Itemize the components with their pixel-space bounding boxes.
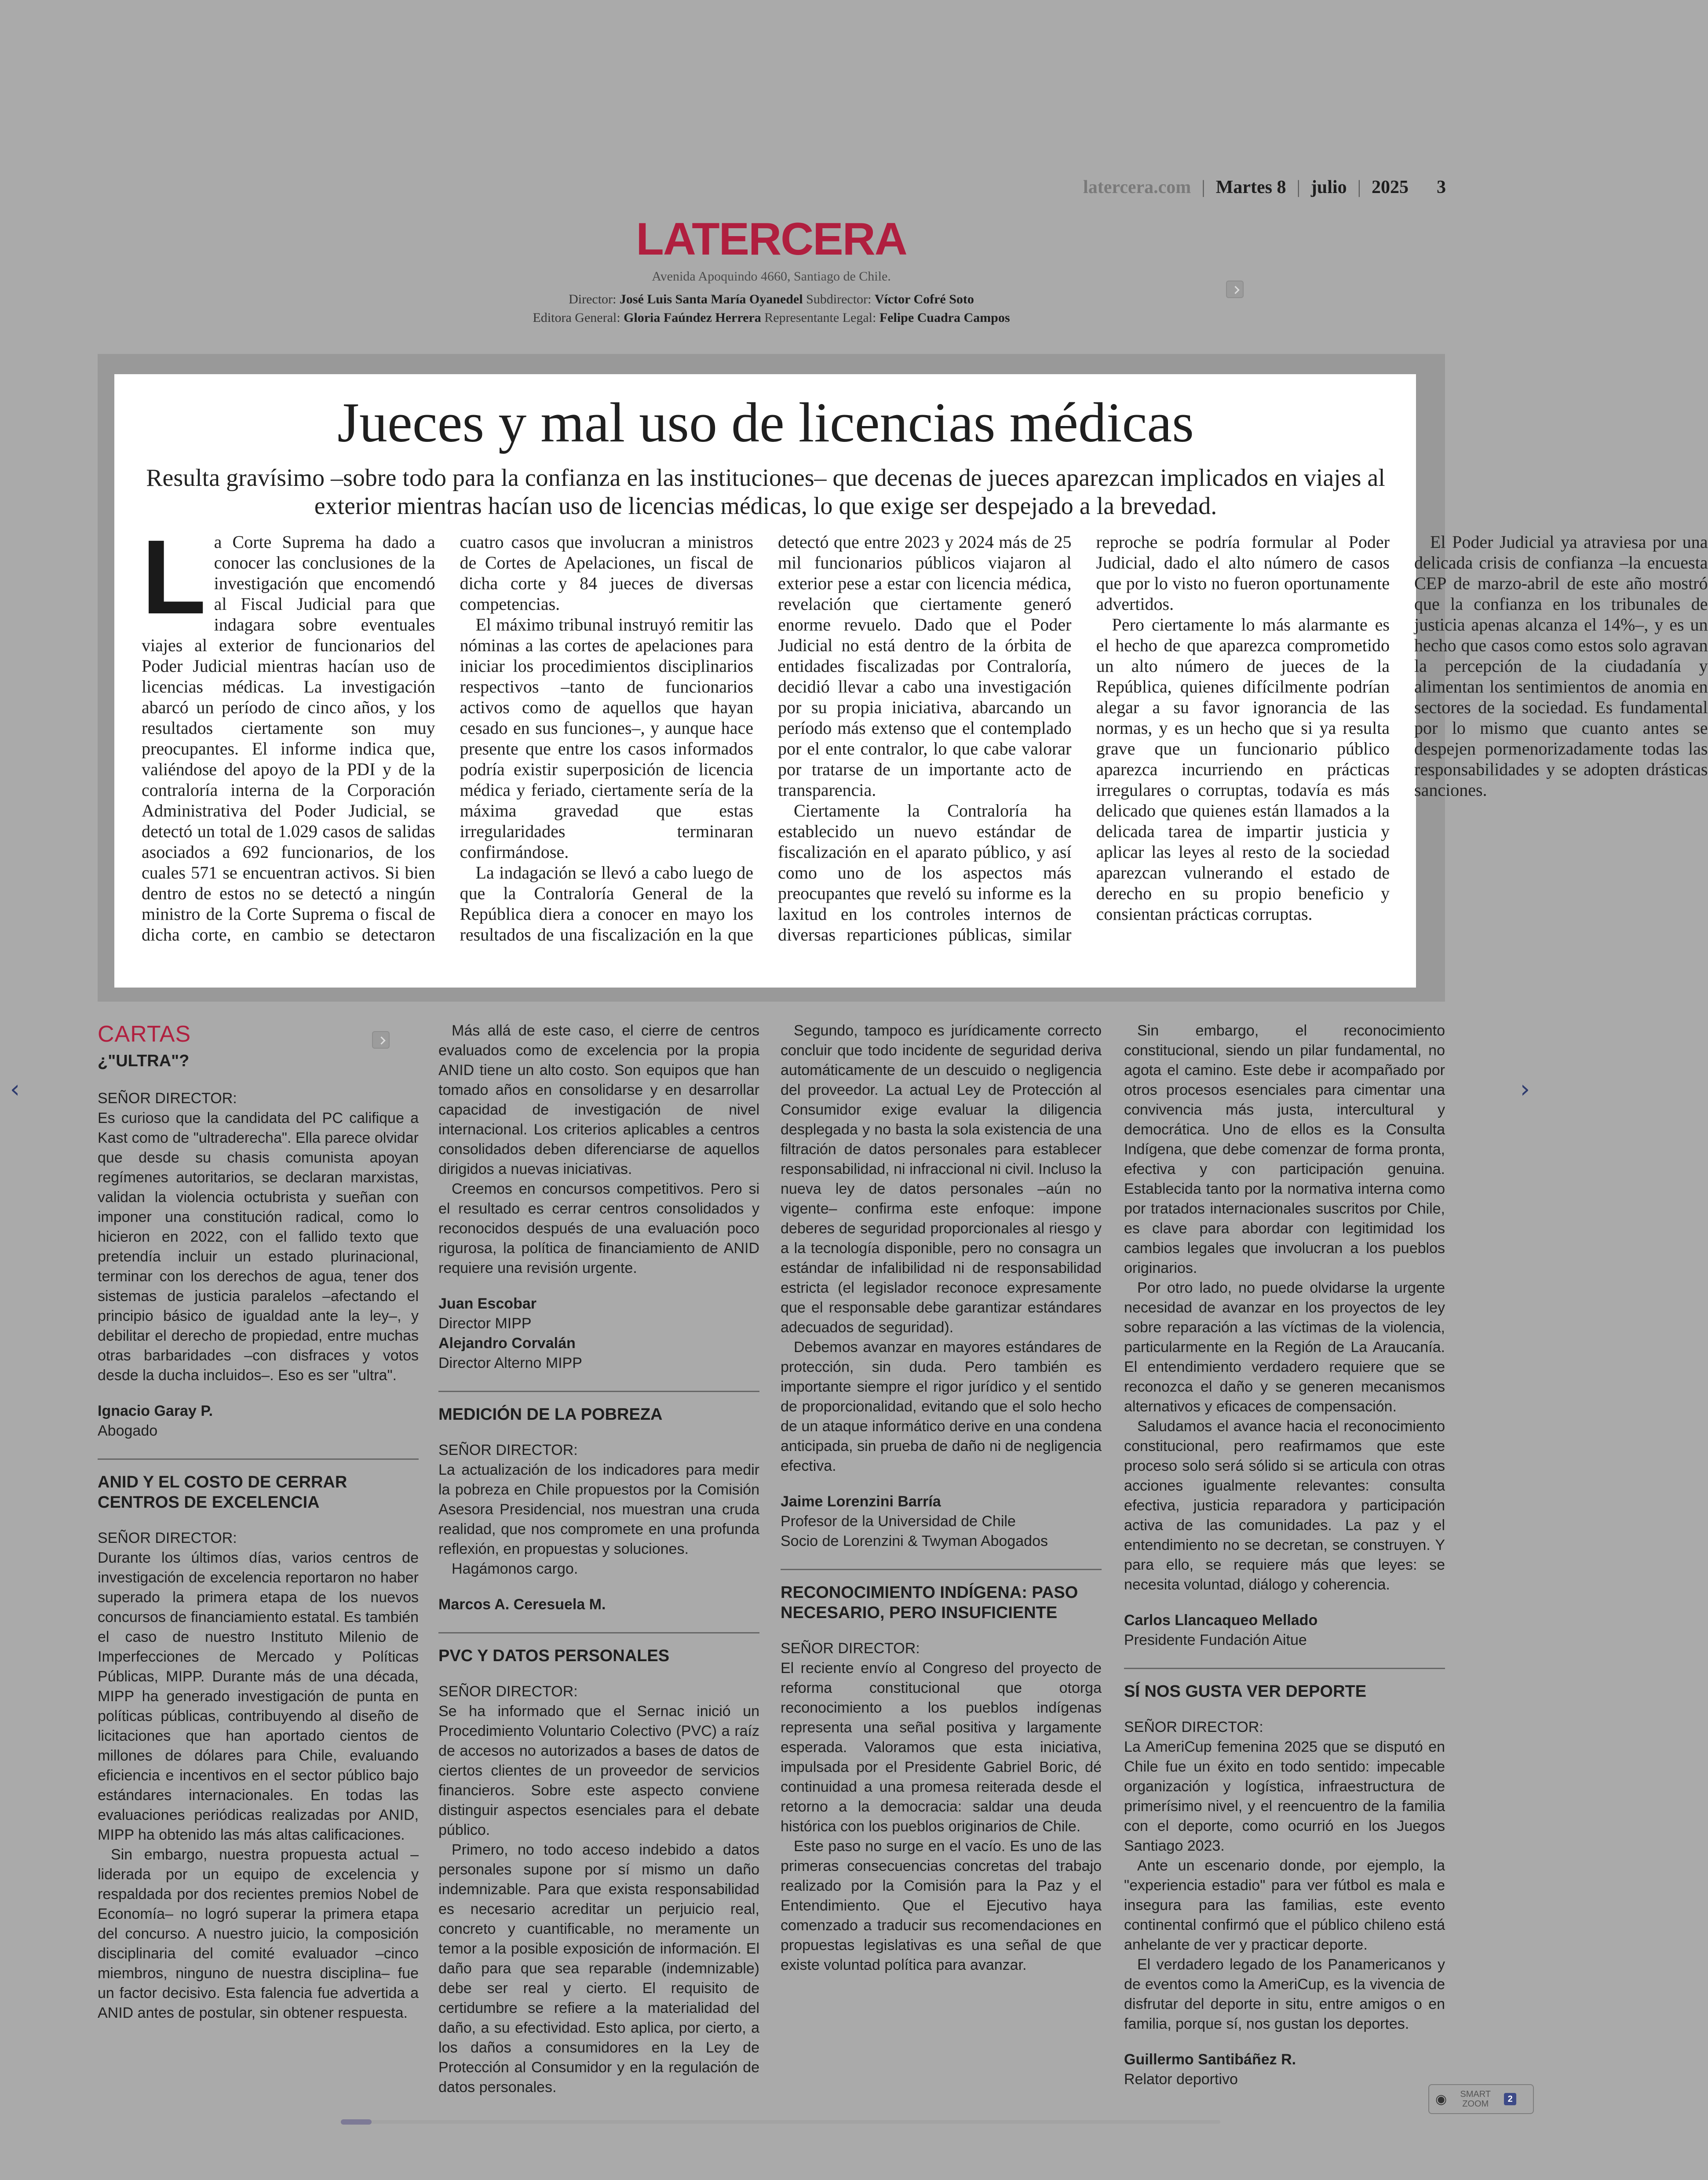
- page-scroll-track[interactable]: [341, 2120, 1220, 2124]
- director-name: José Luis Santa María Oyanedel: [619, 292, 803, 306]
- letter-paragraph: La actualización de los indicadores para medir la pobreza en Chile propuestos por la Comisión Asesora Presidencial, nos muestran una cruda realidad, que nos compromete en una profunda reflexión, en propuestas y soluciones.: [438, 1462, 759, 1557]
- letter-paragraph: Este paso no surge en el vacío. Es uno de las primeras consecuencias concretas del trabajo realizado por la Comisión para la Paz y el Entendimiento. Que el Ejecutivo haya comenzado a traducir sus recomendaciones en propuestas legislativas es una señal de que existe voluntad política para avanzar.: [781, 1838, 1102, 1973]
- letter-paragraph: Sin embargo, el reconocimiento constitucional, siendo un pilar fundamental, no agota el camino. Este debe ir acompañado por otros procesos esenciales para cimentar una convivencia más justa, intercultural y democrática. Uno de ellos es la Consulta Indígena, que debe comenzar de forma pronta, efectiva y con participación genuina. Establecida tanto por la normativa interna como por tratados internacionales suscritos por Chile, es clave para abordar con legitimidad los cambios legales que involucran a los pueblos originarios.: [1124, 1022, 1445, 1276]
- letter-title: ¿"ULTRA"?: [98, 1052, 190, 1070]
- letter-signer: Guillermo Santibáñez R.: [1124, 2051, 1296, 2068]
- letter-salutation: SEÑOR DIRECTOR:: [438, 1442, 578, 1458]
- subdirector-name: Víctor Cofré Soto: [874, 292, 974, 306]
- letter-title: PVC Y DATOS PERSONALES: [438, 1647, 670, 1665]
- folio-separator: |: [1201, 177, 1205, 197]
- subdirector-label: Subdirector:: [806, 292, 872, 306]
- letters-column-1: [98, 1021, 419, 2023]
- letter-paragraph: Por otro lado, no puede olvidarse la urgente necesidad de avanzar en los proyectos de ley sobre reparación a las víctimas de la violencia, particularmente en la Región de La Araucanía. El entendimiento verdadero requiere que se reconozca el daño y se generen mecanismos alternativos y eficaces de compensación.: [1124, 1280, 1445, 1415]
- folio-separator: |: [1296, 177, 1300, 197]
- letter-paragraph: Sin embargo, nuestra propuesta actual –liderada por un equipo de excelencia y respaldada por dos recientes premios Nobel de Economía– no logró superar la primera etapa del concurso. A nuestro juicio, la composición disciplinaria del comité evaluador –cinco miembros, ninguno de nuestra disciplina– fue un factor decisivo. Esta falencia fue advertida a ANID antes de postular, sin obtener respuesta.: [98, 1846, 419, 2021]
- letter-signer: Alejandro Corvalán: [438, 1335, 576, 1352]
- editora-name: Gloria Faúndez Herrera: [624, 310, 761, 325]
- editorial-paragraph: Pero ciertamente lo más alarmante es el hecho de que aparezca comprometido un alto número de jueces de la República, quienes difícilmente podrían alegar a su favor ignorancia de las normas, y es un hecho que si ya resulta grave que un funcionario público aparezca incurriendo en prácticas irregulares o corruptas, todavía es más delicado que quienes están llamados a la delicada tarea de impartir justicia y aplicar las leyes al resto de la sociedad aparezcan vulnerando el estado de derecho en su propio beneficio y consientan prácticas corruptas.: [1096, 615, 1390, 924]
- day-text: 8: [1277, 177, 1286, 197]
- drop-cap: L: [142, 518, 206, 636]
- expand-letters-icon[interactable]: [372, 1031, 390, 1049]
- expand-article-icon[interactable]: [1226, 281, 1244, 298]
- editorial-card: [114, 374, 1708, 988]
- masthead-staff-line-2: [0, 310, 1543, 325]
- letter-paragraph: Creemos en concursos competitivos. Pero si el resultado es cerrar centros consolidados y reconocidos después de una evaluación poco rigurosa, la política de financiamiento de ANID requiere una revisión urgente.: [438, 1181, 759, 1276]
- letter-signer-role: Socio de Lorenzini & Twyman Abogados: [781, 1533, 1048, 1549]
- page-scroll-thumb[interactable]: [341, 2119, 372, 2125]
- editorial-paragraph: El máximo tribunal instruyó remitir las nóminas a las cortes de apelaciones para iniciar los procedimientos disciplinarios respectivos –tanto de funcionarios activos como de aquellos que hayan cesado en sus funciones–, y aunque hace presente que entre los casos informados podría existir superposición de licencia médica y feriado, ciertamente sería de la máxima gravedad que estas irregularidades terminaran confirmándose.: [460, 615, 753, 862]
- letter-title: RECONOCIMIENTO INDÍGENA: PASO NECESARIO, PERO INSUFICIENTE: [781, 1583, 1078, 1622]
- letter-paragraph: Es curioso que la candidata del PC califique a Kast como de "ultraderecha". Ella parece olvidar que desde su chasis comunista apoyan regímenes autoritarios, se declaran marxistas, validan la violencia octubrista y sueñan con imponer una constitución radical, como lo hicieron en 2022, con el fallido texto que pretendía incluir un estado plurinacional, terminar con los derechos de agua, tener dos sistemas de justicia paralelos –afectando el principio básico de igualdad ante la ley–, y debilitar el derecho de propiedad, entre muchas otras barbaridades –con disfraces y votos desde la ducha incluidos–. Eso es ser "ultra".: [98, 1110, 419, 1384]
- previous-page-button[interactable]: [6, 1075, 24, 1104]
- smart-zoom-label-line-1: SMART: [1460, 2089, 1491, 2099]
- letter-paragraph: Se ha informado que el Sernac inició un Procedimiento Voluntario Colectivo (PVC) a raíz de accesos no autorizados a bases de datos de ciertos clientes de un proveedor de servicios financieros. Sobre este aspecto conviene distinguir aspectos esenciales para el debate público.: [438, 1703, 759, 1838]
- zoom-level-badge: 2: [1504, 2093, 1516, 2105]
- letter-paragraph: Más allá de este caso, el cierre de centros evaluados como de excelencia por la propia ANID tiene un alto costo. Son equipos que han tomado años en consolidarse y en desarrollar capacidad de investigación de nivel internacional. Los criterios aplicables a centros consolidados deben diferenciarse de aquellos dirigidos a nuevas iniciativas.: [438, 1022, 759, 1177]
- editorial-paragraph-text: a Corte Suprema ha dado a conocer las conclusiones de la investigación que encomendó al Fiscal Judicial para que indagara sobre eventuales viajes al exterior de funcionarios del Poder Judicial mientras hacían uso de licencias médicas. La investigación abarcó un período de cinco años, y los resultados ciertamente son muy preocupantes. El informe indica que, valiéndose del apoyo de la PDI y de la contraloría interna de la Corporación Administrativa del Poder Judicial, se detectó un total de 1.029 casos de salidas asociados a 692 funcionarios, de los cuales 571 se encuentran activos. Si bien dentro de estos no se detectó a ningún ministro de la Corte Suprema o fiscal de dicha corte, en cambio se detectaron cuatro casos que involucran a ministros de Cortes de Apelaciones, un fiscal de dicha corte y 84 jueces de diversas competencias.: [142, 532, 753, 944]
- letter-paragraph: Hagámonos cargo.: [452, 1560, 578, 1577]
- letter-paragraph: Debemos avanzar en mayores estándares de protección, sin duda. Pero también es importante siempre el rigor jurídico y el sentido de proporcionalidad, evitando que el solo hecho de un ataque informático derive en una condena anticipada, sin prueba de daño ni de negligencia efectiva.: [781, 1339, 1102, 1474]
- smart-zoom-label-line-2: ZOOM: [1462, 2099, 1489, 2109]
- smart-zoom-label: [1456, 2089, 1495, 2109]
- letter-signer-role: Profesor de la Universidad de Chile: [781, 1513, 1016, 1530]
- masthead-address: Avenida Apoquindo 4660, Santiago de Chile.: [652, 269, 891, 284]
- masthead-staff-line-1: [0, 292, 1543, 307]
- editorial-frame[interactable]: [98, 354, 1708, 1002]
- letter-salutation: SEÑOR DIRECTOR:: [98, 1530, 237, 1546]
- editorial-body: [142, 518, 1708, 954]
- section-divider: [1124, 1668, 1445, 1669]
- weekday: [1216, 177, 1286, 198]
- section-divider: [438, 1632, 759, 1633]
- letters-column-3: [781, 1021, 1102, 1975]
- letter-signer-role: Director MIPP: [438, 1315, 532, 1332]
- next-page-button[interactable]: [1516, 1075, 1534, 1104]
- section-divider: [438, 1391, 759, 1392]
- letter-paragraph: La AmeriCup femenina 2025 que se disputó en Chile fue un éxito en todo sentido: impecable organización y logística, infraestructura de primerísimo nivel, y el reencuentro de la familia con el deporte, como ocurrió en los Juegos Santiago 2023.: [1124, 1739, 1445, 1854]
- letters-column-4: [1124, 1021, 1445, 2089]
- editorial-lede: Resulta gravísimo –sobre todo para la confianza en las instituciones– que decenas de jueces aparezcan implicados en viajes al exterior mientras hacían uso de licencias médicas, lo que exige ser despejado a la brevedad.: [146, 464, 1385, 520]
- letter-signer: Carlos Llancaqueo Mellado: [1124, 1612, 1318, 1629]
- editorial-paragraph: El Poder Judicial ya atraviesa por una delicada crisis de confianza –la encuesta CEP de marzo-abril de este año mostró que la confianza en los tribunales de justicia apenas alcanza el 14%–, y es un hecho que casos como estos solo agravan la percepción de la ciudadanía y alimentan los sentimientos de anomia en sectores de la sociedad. Es fundamental por lo mismo que cuanto antes se despejen pormenorizadamente todas las responsabilidades y se adopten drásticas sanciones.: [1414, 532, 1708, 800]
- year: 2025: [1372, 177, 1409, 197]
- letter-salutation: SEÑOR DIRECTOR:: [98, 1090, 237, 1107]
- letter-signer-role: Relator deportivo: [1124, 2071, 1238, 2088]
- director-label: Director:: [569, 292, 617, 306]
- letter-signer: Ignacio Garay P.: [98, 1403, 213, 1419]
- letter-signer-role: Abogado: [98, 1422, 158, 1439]
- letter-title: SÍ NOS GUSTA VER DEPORTE: [1124, 1682, 1367, 1701]
- letter-salutation: SEÑOR DIRECTOR:: [438, 1683, 578, 1700]
- section-divider: [781, 1569, 1102, 1570]
- editorial-paragraph: Ciertamente la Contraloría ha establecido un nuevo estándar de fiscalización en el aparato público, y así como uno de los aspectos más preocupantes que reveló su informe es la laxitud en los controles internos de diversas reparticiones públicas, similar reproche se podría formular al Poder Judicial, dado el alto número de casos que por lo visto no fueron oportunamente advertidos.: [778, 532, 1390, 944]
- letter-signer-role: Presidente Fundación Aitue: [1124, 1632, 1307, 1648]
- page-folio: [1083, 175, 1446, 200]
- weekday-text: Martes: [1215, 177, 1272, 197]
- letter-signer: Juan Escobar: [438, 1295, 536, 1312]
- section-divider: [98, 1458, 419, 1460]
- editorial-title: Jueces y mal uso de licencias médicas: [337, 391, 1194, 454]
- chevron-left-icon: ‹: [10, 1075, 20, 1104]
- folio-separator: |: [1357, 177, 1361, 197]
- letter-paragraph: Saludamos el avance hacia el reconocimiento constitucional, pero reafirmamos que este proceso solo será sólido si se articula con otras acciones igualmente relevantes: consulta efectiva, justicia reparadora y participación activa de las comunidades. La paz y el entendimiento no se decretan, se construyen. Y para ello, se requiere más que leyes: se necesita voluntad, diálogo y coherencia.: [1124, 1418, 1445, 1593]
- page-number: 3: [1437, 177, 1446, 197]
- editorial-paragraph: La indagación se llevó a cabo luego de que la Contraloría General de la República diera a conocer en mayo los resultados de una fiscalización en la que detectó que entre 2023 y 2024 más de 25 mil funcionarios públicos viajaron al exterior pese a estar con licencia médica, revelación que ciertamente generó enorme revuelo. Dado que el Poder Judicial no está dentro de la órbita de entidades fiscalizadas por Contraloría, decidió llevar a cabo una investigación por su propia iniciativa, abarcando un período más extenso que el contemplado por el ente contralor, lo que cabe valorar por tratarse de un importante acto de transparencia.: [460, 532, 1072, 944]
- letter-signer-role: Director Alterno MIPP: [438, 1355, 582, 1371]
- letter-salutation: SEÑOR DIRECTOR:: [1124, 1719, 1263, 1735]
- letter-paragraph: Ante un escenario donde, por ejemplo, la "experiencia estadio" para ver fútbol es mala e insegura para las familias, este evento continental confirmó que el público chileno está anhelante de ver y practicar deporte.: [1124, 1857, 1445, 1953]
- section-label: CARTAS: [98, 1021, 191, 1047]
- letter-paragraph: Segundo, tampoco es jurídicamente correcto concluir que todo incidente de seguridad deriva automáticamente de un descuido o negligencia del proveedor. La actual Ley de Protección al Consumidor exige evaluar la diligencia desplegada y no basta la sola existencia de una filtración de datos personales para establecer responsabilidad, ni infraccional ni civil. Incluso la nueva ley de datos personales –aún no vigente– confirma este enfoque: impone deberes de seguridad proporcionales al riesgo y a la tecnología disponible, pero no consagra un estándar de infalibilidad ni de responsabilidad estricta (el legislador reconoce expresamente que el responsable debe garantizar estándares adecuados de seguridad).: [781, 1022, 1102, 1336]
- letter-signer: Marcos A. Ceresuela M.: [438, 1596, 606, 1613]
- letter-paragraph: Primero, no todo acceso indebido a datos personales supone por sí mismo un daño indemnizable. Para que exista responsabilidad es necesario acreditar un perjuicio real, concreto y cuantificable, no meramente un temor a la posible exposición de información. El daño para que sea reparable (indemnizable) debe ser real y cierto. El requisito de certidumbre se refiere a la materialidad del daño, a su efectividad. Esto aplica, por cierto, a los daños a consumidores en la Ley de Protección al Consumidor y en la regulación de datos personales.: [438, 1841, 759, 2096]
- rep-name: Felipe Cuadra Campos: [879, 310, 1010, 325]
- chevron-right-icon: ›: [1520, 1075, 1530, 1104]
- letter-signer: Jaime Lorenzini Barría: [781, 1493, 941, 1510]
- site-name: latercera.com: [1083, 177, 1191, 197]
- letters-column-2: [438, 1021, 759, 2097]
- eye-icon: ◉: [1435, 2091, 1447, 2107]
- letter-paragraph: El verdadero legado de los Panamericanos y de eventos como la AmeriCup, es la vivencia de disfrutar del deporte in situ, entre amigos o en familia, porque sí, nos gustan los deportes.: [1124, 1956, 1445, 2032]
- rep-label: Representante Legal:: [764, 310, 876, 325]
- letter-title: ANID Y EL COSTO DE CERRAR CENTROS DE EXCELENCIA: [98, 1473, 347, 1512]
- letter-paragraph: Durante los últimos días, varios centros de investigación de excelencia reportaron no haber superado la primera etapa de los nuevos concursos de financiamiento estatal. Es también el caso de nuestro Instituto Milenio de Imperfecciones de Mercado y Políticas Públicas, MIPP. Durante más de una década, MIPP ha generado investigación de punta en políticas públicas, contribuyendo al diseño de licitaciones que han aportado cientos de millones de dólares para Chile, evaluando eficiencia e incentivos en el sector público bajo estándares internacionales. En todas las evaluaciones periódicas realizadas por ANID, MIPP ha obtenido las más altas calificaciones.: [98, 1549, 419, 1843]
- smart-zoom-button[interactable]: [1428, 2084, 1534, 2114]
- newspaper-logo: LATERCERA: [636, 214, 907, 265]
- editora-label: Editora General:: [533, 310, 620, 325]
- letter-salutation: SEÑOR DIRECTOR:: [781, 1640, 920, 1657]
- month: julio: [1310, 177, 1347, 197]
- letter-title: MEDICIÓN DE LA POBREZA: [438, 1405, 663, 1424]
- letter-paragraph: El reciente envío al Congreso del proyecto de reforma constitucional que otorga reconocimiento a los pueblos indígenas representa una señal positiva y largamente esperada. Valoramos que esta iniciativa, impulsada por el Presidente Gabriel Boric, dé continuidad a una promesa reiterada desde el retorno a la democracia: saldar una deuda histórica con los pueblos originarios de Chile.: [781, 1660, 1102, 1835]
